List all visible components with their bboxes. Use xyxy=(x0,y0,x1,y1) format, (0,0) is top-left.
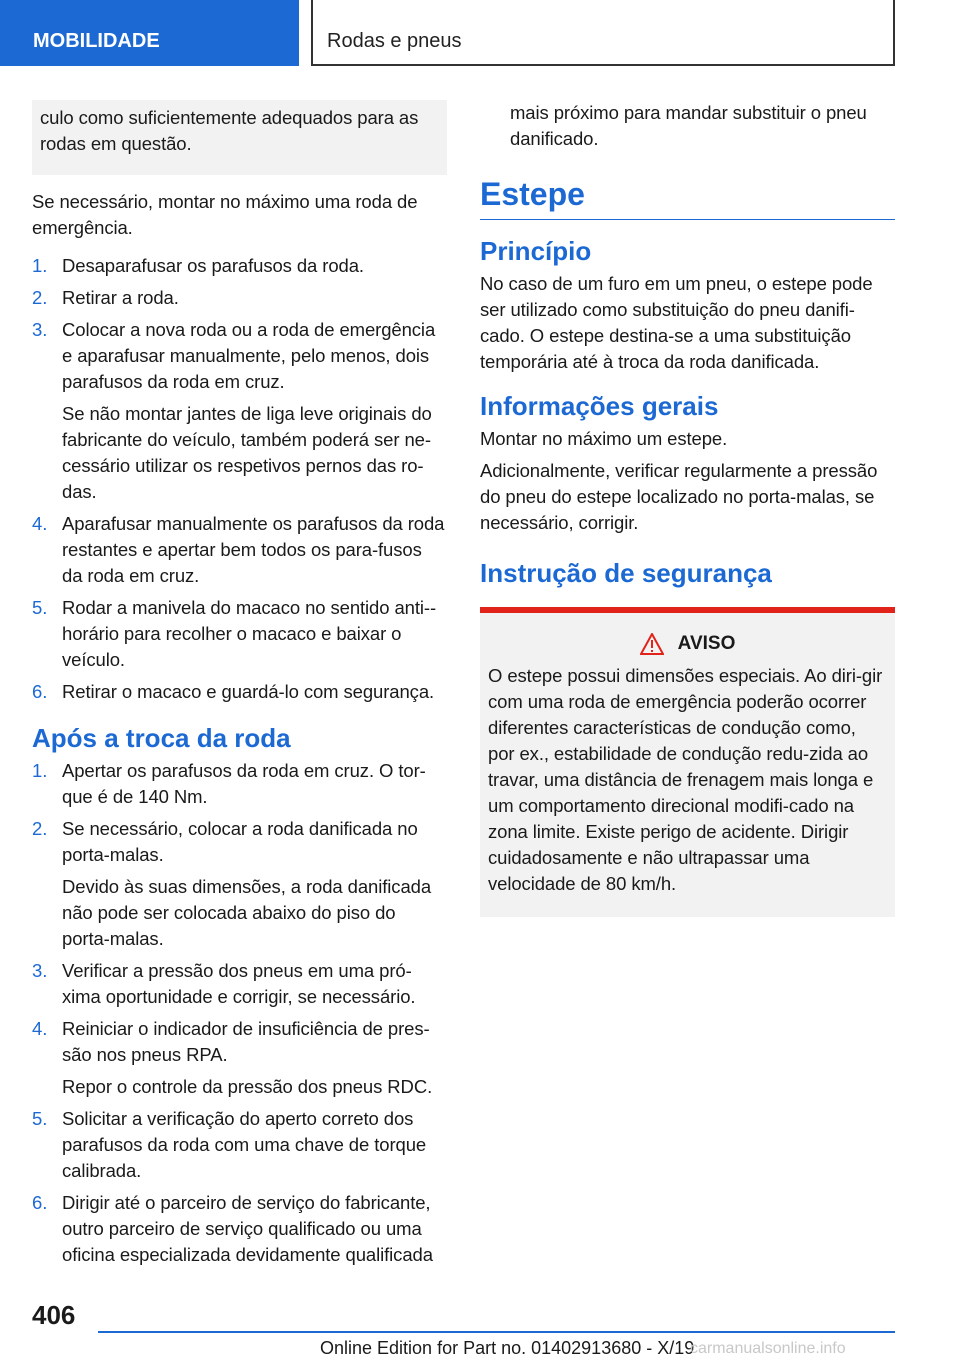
watermark: carmanualsonline.info xyxy=(690,1340,846,1357)
edition-text: Online Edition for Part no. 01402913680 - X/19 xyxy=(320,1338,695,1358)
step-text: Apertar os parafusos da roda em cruz. O tor-que é de 140 Nm. xyxy=(62,760,426,807)
warning-text: O estepe possui dimensões especiais. Ao diri-gir com uma roda de emergência poderão ocorrer diferentes características de condução como, por ex., estabilidade de condução redu-zida ao travar, uma distância de frenagem mais longa e um comportamento direcional modifi-cado na zona limite. Existe perigo de acidente. Dirigir cuidadosamente e não ultrapassar uma velocidade de 80 km/h. xyxy=(488,665,883,894)
step-number: 1. xyxy=(32,760,48,781)
after-change-step xyxy=(32,1016,447,1100)
wheel-change-step xyxy=(32,253,447,279)
step-number: 2. xyxy=(32,287,48,308)
step-text: Desaparafusar os parafusos da roda. xyxy=(62,255,364,276)
footer-divider xyxy=(98,1331,895,1333)
section-tab[interactable]: MOBILIDADE xyxy=(0,0,299,66)
step-subtext: Repor o controle da pressão dos pneus RDC. xyxy=(62,1076,433,1097)
step-text: Solicitar a verificação do aperto correto dos parafusos da roda com uma chave de torque calibrada. xyxy=(62,1108,427,1181)
after-change-step xyxy=(32,758,447,810)
safety-heading: Instrução de segurança xyxy=(480,558,772,588)
after-change-step xyxy=(32,1106,447,1184)
general-info-text-1: Montar no máximo um estepe. xyxy=(480,428,728,449)
step-text: Dirigir até o parceiro de serviço do fabricante, outro parceiro de serviço qualificado ou uma oficina especializada devidamente qualificada xyxy=(62,1192,433,1265)
wheel-change-steps xyxy=(32,253,447,705)
step-number: 4. xyxy=(32,1018,48,1039)
after-change-step xyxy=(32,1190,447,1268)
general-info-heading: Informações gerais xyxy=(480,391,719,421)
continued-note-text: culo como suficientemente adequados para as rodas em questão. xyxy=(40,107,419,154)
step-number: 1. xyxy=(32,255,48,276)
step-text: Aparafusar manualmente os parafusos da roda restantes e apertar bem todos os para-fusos da roda em cruz. xyxy=(62,513,445,586)
left-column xyxy=(32,100,447,1274)
warning-header xyxy=(488,633,887,655)
continued-text: mais próximo para mandar substituir o pneu danificado. xyxy=(510,102,867,149)
step-subtext: Devido às suas dimensões, a roda danificada não pode ser colocada abaixo do piso do porta-malas. xyxy=(62,876,432,949)
step-number: 5. xyxy=(32,597,48,618)
step-number: 6. xyxy=(32,1192,48,1213)
step-text: Colocar a nova roda ou a roda de emergência e aparafusar manualmente, pelo menos, dois parafusos da roda em cruz. xyxy=(62,319,436,392)
after-change-heading: Após a troca da roda xyxy=(32,723,291,753)
warning-label: AVISO xyxy=(677,633,736,654)
step-text: Retirar o macaco e guardá-lo com segurança. xyxy=(62,681,435,702)
step-number: 6. xyxy=(32,681,48,702)
step-number: 2. xyxy=(32,818,48,839)
step-text: Verificar a pressão dos pneus em uma pró-xima oportunidade e corrigir, se necessário. xyxy=(62,960,416,1007)
intro-paragraph: Se necessário, montar no máximo uma roda de emergência. xyxy=(32,191,418,238)
step-text: Retirar a roda. xyxy=(62,287,179,308)
after-change-steps xyxy=(32,758,447,1268)
wheel-change-step xyxy=(32,679,447,705)
chapter-title: Rodas e pneus xyxy=(311,0,895,66)
warning-box xyxy=(480,607,895,917)
general-info-text-2: Adicionalmente, verificar regularmente a pressão do pneu do estepe localizado no porta-malas, se necessário, corrigir. xyxy=(480,460,878,533)
warning-triangle-icon xyxy=(640,633,664,655)
after-change-step xyxy=(32,958,447,1010)
wheel-change-step xyxy=(32,595,447,673)
step-text: Rodar a manivela do macaco no sentido anti--horário para recolher o macaco e baixar o veículo. xyxy=(62,597,437,670)
section-title: Estepe xyxy=(480,176,895,220)
after-change-step xyxy=(32,816,447,952)
wheel-change-step xyxy=(32,511,447,589)
wheel-change-step xyxy=(32,285,447,311)
page-header xyxy=(0,0,960,66)
step-number: 3. xyxy=(32,960,48,981)
step-number: 3. xyxy=(32,319,48,340)
wheel-change-step xyxy=(32,317,447,505)
step-number: 5. xyxy=(32,1108,48,1129)
page-number: 406 xyxy=(32,1300,76,1330)
principle-text: No caso de um furo em um pneu, o estepe pode ser utilizado como substituição do pneu danifi-cado. O estepe destina-se a uma substituição temporária até à troca da roda danificada. xyxy=(480,273,873,372)
principle-heading: Princípio xyxy=(480,236,592,266)
right-column xyxy=(480,100,895,917)
step-number: 4. xyxy=(32,513,48,534)
step-text: Reiniciar o indicador de insuficiência de pres-são nos pneus RPA. xyxy=(62,1018,430,1065)
step-text: Se necessário, colocar a roda danificada no porta-malas. xyxy=(62,818,418,865)
continued-note-box xyxy=(32,100,447,175)
step-subtext: Se não montar jantes de liga leve originais do fabricante do veículo, também poderá ser ne-cessário utilizar os respetivos pernos das ro-das. xyxy=(62,403,432,502)
